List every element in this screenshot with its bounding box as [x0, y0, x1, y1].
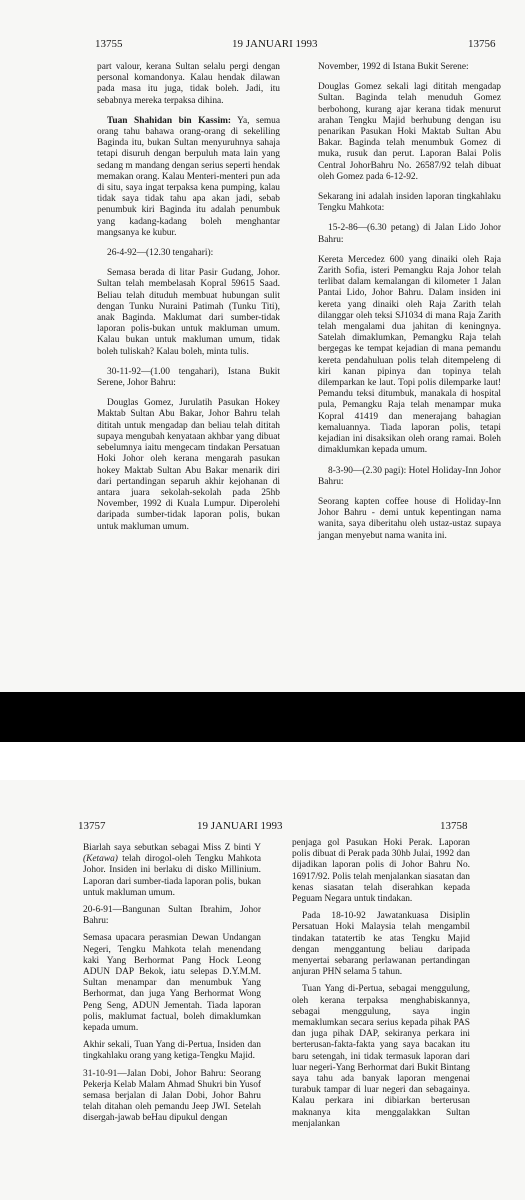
paragraph: Sekarang ini adalah insiden laporan tingkahlaku Tengku Mahkota:	[318, 192, 501, 214]
left-column	[97, 62, 280, 542]
paragraph: Semasa upacara perasmian Dewan Undangan Negeri, Tengku Mahkota telah menendang kaki Yang Berhormat Pang Hock Leong ADUN DAP Bekok, iatu selepas D.Y.M.M. Sultan menampar dan menumbuk Yang Berhormat, dan juga Yang Berhormat Wong Peng Seng, ADUN Jementah. Tiada laporan polis, maklumat factual, boleh dimaklumkan kepada umum.	[83, 933, 261, 1034]
page-date: 19 JANUARI 1993	[197, 820, 283, 832]
paragraph: Douglas Gomez sekali lagi dititah mengadap Sultan. Baginda telah menuduh Gomez berbohong, kurang ajar kerana tidak menurut arahan Tengku Majid berhubung dengan isu penarikan Pasukan Hoki Maktab Sultan Abu Bakar. Baginda telah menumbuk Gomez di muka, rusuk dan perut. Laporan Balai Polis Central JohorBahru No. 26587/92 telah dibuat oleh Gomez pada 6-12-92.	[318, 82, 501, 182]
date-heading: 8-3-90—(2.30 pagi): Hotel Holiday-Inn Johor Bahru:	[318, 465, 501, 487]
right-page-number: 13756	[468, 38, 496, 50]
paragraph: 31-10-91—Jalan Dobi, Johor Bahru: Seorang Pekerja Kelab Malam Ahmad Shukri bin Yusof semasa berjalan di Jalan Dobi, Johor Bahru telah ditahan oleh pemandu Jeep JWI. Setelah disergah-jawab beHau dipukul dengan	[83, 1068, 261, 1124]
paragraph: Douglas Gomez, Jurulatih Pasukan Hokey Maktab Sultan Abu Bakar, Johor Bahru telah dititah untuk mengadap dan beliau telah dititah supaya mengubah kenyataan akhbar yang dibuat sebelumnya iaitu mengecam tindakan Persatuan Hoki Johor oleh kerana mengarah pasukan hokey Maktab Sultan Abu Bakar menarik diri dari pertandingan separuh akhir kejohanan di antara juara sekolah-sekolah pada 25hb November, 1992 di Kuala Lumpur. Diperolehi daripada sumber-tidak laporan polis, bukan untuk makluman umum.	[97, 398, 280, 532]
date-heading: 26-4-92—(12.30 tengahari):	[107, 248, 214, 259]
speaker-text: Ya, semua orang tahu bahawa orang-orang di sekeliling Baginda itu, bukan Sultan menyuruhnya sahaja tetapi disuruh dengan berpuluh mata lain yang sedang m mandang dengan serius seperti hendak memakan orang. Kalau Menteri-menteri pun ada di situ, saya ingat terpaksa kena pumping, kalau tidak saya tidak tahu apa akan jadi, sebab penumbuk kiri Baginda itu adalah penumbuk yang kadang-kadang boleh menghantar mangsanya ke kubur.	[97, 115, 280, 238]
paragraph: Tuan Yang di-Pertua, sebagai menggulung, oleh kerana terpaksa menghabiskannya, sebagai menggulung, saya ingin memaklumkan secara serius kepada pihak PAS dan juga pihak DAP, sekiranya perkara ini berterusan-fakta-fakta yang saya bacakan itu baru setengah, ini tidak termasuk laporan dari luar negeri-Yang Berhormat dari Bukit Bintang saya tahu ada banyak laporan mengenai turabuk tampar di luar negeri dan sebagainya. Kalau perkara ini dibiarkan berterusan maknanya kita menggalakkan Sultan menjalankan	[292, 984, 470, 1129]
page-13757-13758	[0, 780, 525, 1200]
paragraph	[83, 843, 261, 899]
paragraph: Semasa berada di litar Pasir Gudang, Johor. Sultan telah membelasah Kopral 59615 Saad. Beliau telah dituduh membuat hubungan sulit dengan Tunku Nuraini Patimah (Tunku Titi), anak Baginda. Maklumat dari sumber-tidak laporan polis-bukan untuk makluman umum. Kalau bukan untuk makluman umum, tidak boleh tuliskah? Kalau boleh, minta tulis.	[97, 268, 280, 357]
paragraph: Kereta Mercedez 600 yang dinaiki oleh Raja Zarith Sofia, isteri Pemangku Raja Johor telah terlibat dalam kemalangan di kilometer 1 Jalan Pantai Lido, Johor Bahru. Dalam insiden ini kereta yang dinaiki oleh Raja Zarith telah dilanggar oleh teksi SJ1034 di mana Raja Zarith telah mengalami dua jahitan di keningnya. Satelah dimaklumkan, Pemangku Raja telah bergegas ke tempat kejadian di mana pemandu kereta pendahuluan polis telah ditempeleng di kiri kanan pipinya dan topinya telah dilemparkan ke laut. Topi polis dilemparke laut! Pemandu teksi ditumbuk, manakala di hospital pula, Pemangku Raja telah menampar muka Kopral 41419 dan menerajang bahagian kemaluannya. Tiada laporan polis, tetapi kejadian ini disaksikan oleh orang ramai. Boleh dimaklumkan kepada umum.	[318, 254, 501, 456]
paragraph: Seorang kapten coffee house di Holiday-Inn Johor Bahru - demi untuk kepentingan nama wanita, saya diberitahu oleh ustaz-ustaz supaya jangan menyebut nama wanita ini.	[318, 496, 501, 541]
left-page-number: 13757	[78, 820, 106, 832]
text-run: Biarlah saya sebutkan sebagai Miss Z binti Y	[83, 843, 261, 853]
left-column	[83, 843, 261, 1131]
paragraph: November, 1992 di Istana Bukit Serene:	[318, 62, 469, 72]
speaker-name: Tuan Shahidan bin Kassim:	[107, 115, 231, 126]
speaker-paragraph	[97, 116, 280, 239]
date-heading: 15-2-86—(6.30 petang) di Jalan Lido Johor Bahru:	[318, 223, 501, 245]
left-page-number: 13755	[95, 38, 123, 50]
text-run: telah dirogol-oleh Tengku Mahkota Johor. Insiden ini berlaku di disko Millinium. Laporan dari sumber-tiada laporan polis, bukan untuk makluman umum.	[83, 854, 261, 898]
right-page-number: 13758	[440, 820, 468, 832]
right-column	[318, 62, 501, 551]
date-heading: 30-11-92—(1.00 tengahari), Istana Bukit Serene, Johor Bahru:	[97, 366, 280, 389]
paragraph: part valour, kerana Sultan selalu pergi dengan personal komandonya. Kalau hendak dilawan pada masa itu juga, tidak boleh. Jadi, itu sebabnya mereka terpaksa dihina.	[97, 62, 280, 106]
page-date: 19 JANUARI 1993	[232, 38, 318, 50]
date-heading: 20-6-91—Bangunan Sultan Ibrahim, Johor Bahru:	[83, 905, 261, 927]
italic-note: (Ketawa)	[83, 854, 118, 865]
page-divider	[0, 692, 525, 742]
paragraph: Pada 18-10-92 Jawatankuasa Disiplin Persatuan Hoki Malaysia telah mengambil tindakan tatatertib ke atas Tengku Majid dengan menggantung beliau daripada menyertai sebarang perlawanan pertandingan anjuran PHN selama 5 tahun.	[292, 911, 470, 978]
right-column	[292, 838, 470, 1136]
paragraph: penjaga gol Pasukan Hoki Perak. Laporan polis dibuat di Perak pada 30hb Julai, 1992 dan dijadikan laporan polis di Johor Bahru No. 16917/92. Polis telah menjalankan siasatan dan kenas siasatan telah diserahkan kepada Peguam Negara untuk tindakan.	[292, 838, 470, 905]
paragraph: Akhir sekali, Tuan Yang di-Pertua, Insiden dan tingkahlaku orang yang ketiga-Tengku Majid.	[83, 1040, 261, 1062]
